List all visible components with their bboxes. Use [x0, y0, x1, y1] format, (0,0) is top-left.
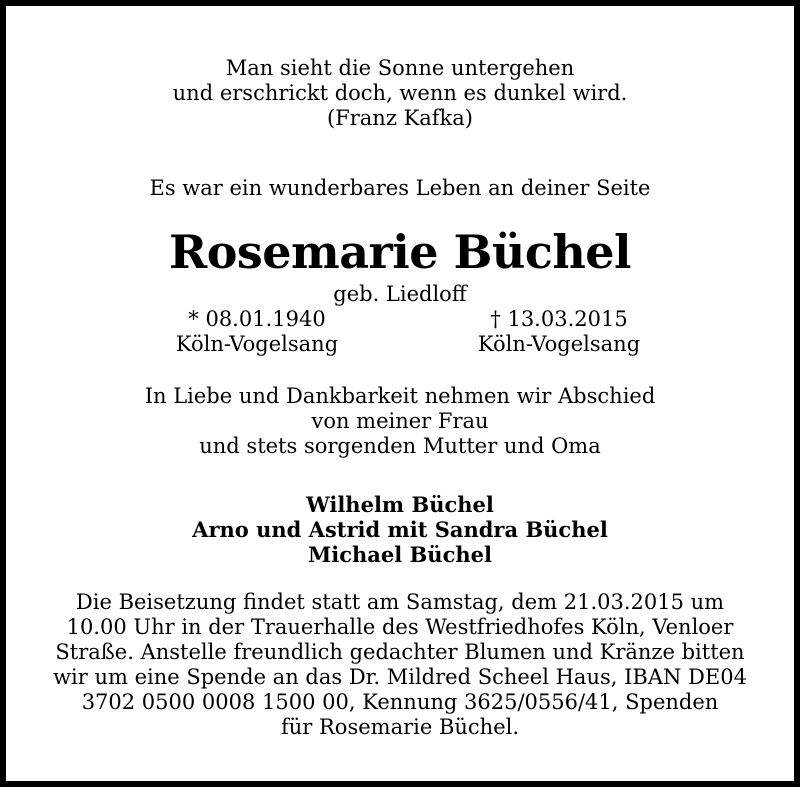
deceased-name: Rosemarie Büchel: [168, 225, 632, 279]
family-member: Wilhelm Büchel: [306, 492, 494, 517]
death-place: Köln-Vogelsang: [477, 332, 641, 356]
details-line: Straße. Anstelle freundlich gedachter Blumen und Kränze bitten: [55, 640, 745, 664]
details-line: für Rosemarie Büchel.: [280, 715, 520, 739]
birth-date: * 08.01.1940: [188, 307, 326, 331]
farewell-line-3: und stets sorgenden Mutter und Oma: [199, 434, 601, 458]
farewell-line-1: In Liebe und Dankbarkeit nehmen wir Abschied: [144, 384, 656, 408]
quote-author: (Franz Kafka): [326, 106, 473, 130]
details-line: Die Beisetzung findet statt am Samstag, dem 21.03.2015 um: [75, 590, 725, 614]
farewell-block: [12, 384, 788, 459]
family-member: Michael Büchel: [308, 542, 492, 567]
details-line: 3702 0500 0008 1500 00, Kennung 3625/0556/41, Spenden: [81, 690, 719, 714]
funeral-details: [46, 590, 754, 740]
death-column: [439, 307, 679, 357]
birth-column: [137, 307, 377, 357]
maiden-name: geb. Liedloff: [333, 282, 467, 306]
birth-place: Köln-Vogelsang: [175, 332, 339, 356]
details-line: wir um eine Spende an das Dr. Mildred Scheel Haus, IBAN DE04: [53, 665, 747, 689]
obituary-content: [12, 12, 788, 775]
quote-line-1: Man sieht die Sonne untergehen: [225, 56, 575, 80]
dedication-text: Es war ein wunderbares Leben an deiner Seite: [149, 176, 651, 200]
quote-block: [12, 56, 788, 131]
family-member: Arno und Astrid mit Sandra Büchel: [192, 517, 608, 542]
quote-line-2: und erschrickt doch, wenn es dunkel wird.: [172, 81, 628, 105]
farewell-line-2: von meiner Frau: [311, 409, 489, 433]
family-list: [12, 492, 788, 567]
death-date: † 13.03.2015: [490, 307, 628, 331]
details-line: 10.00 Uhr in der Trauerhalle des Westfriedhofes Köln, Venloer: [66, 615, 734, 639]
life-dates: [12, 307, 788, 361]
